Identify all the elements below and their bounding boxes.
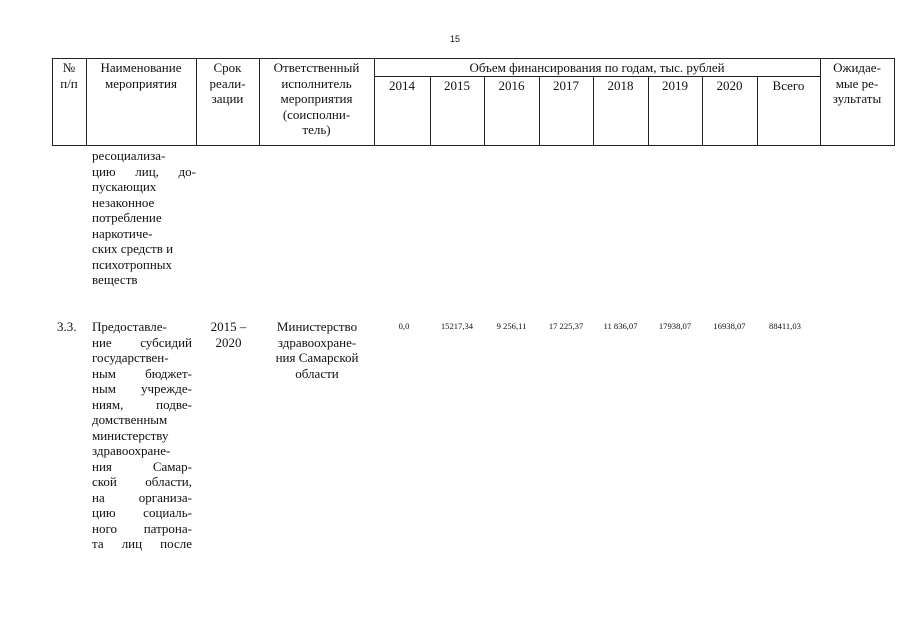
text-line: Министерство: [276, 319, 358, 334]
text-line: ской области,: [92, 474, 192, 489]
text-line: потребление: [92, 210, 162, 225]
text-line: домственным: [92, 412, 168, 427]
text-line: министерству: [92, 427, 169, 443]
text-line: цию социаль-: [92, 505, 192, 520]
text-line: ния Самарской: [275, 350, 359, 365]
value-2017: 17 225,37: [548, 321, 584, 331]
header-year-2019: 2019: [662, 78, 688, 93]
text-line: ских средств и: [92, 241, 174, 256]
text-line: государствен-: [92, 350, 169, 365]
value-2016: 9 256,11: [496, 321, 527, 331]
header-text-line: Срок: [213, 60, 242, 75]
text-line: Предоставле-: [92, 319, 167, 334]
text-line: ресоциализа-: [92, 148, 166, 163]
text-line: 2020: [215, 334, 242, 350]
header-text-line: мероприятия: [280, 91, 353, 106]
header-year-2018: 2018: [607, 78, 634, 93]
text-line: пускающих: [92, 179, 157, 194]
header-number-column: [52, 60, 86, 91]
header-text-line: п/п: [60, 75, 78, 91]
header-year-2014: 2014: [389, 78, 415, 93]
text-line: 2015 –: [210, 319, 247, 334]
header-term-column: [196, 60, 259, 107]
header-text-line: мые ре-: [835, 75, 879, 91]
text-line: веществ: [92, 272, 138, 287]
header-total: Всего: [772, 78, 805, 93]
header-name-column: [86, 60, 196, 91]
header-year-2016: 2016: [498, 78, 525, 93]
text-line: ния Самар-: [92, 458, 192, 474]
value-total: 88411,03: [769, 321, 801, 331]
header-executor-column: [259, 60, 374, 138]
header-text-line: тель): [302, 122, 331, 137]
header-text-line: (соисполни-: [282, 106, 351, 122]
continued-row-name: [92, 148, 196, 288]
text-line: ниям, подве-: [92, 396, 192, 412]
value-2014: 0,0: [398, 321, 410, 331]
value-2019: 17938,07: [658, 321, 692, 331]
header-results-column: [820, 60, 894, 107]
header-text-line: №: [62, 60, 76, 75]
page-number: 15: [449, 34, 460, 44]
text-line: здравоохране-: [277, 334, 357, 350]
header-text-line: мероприятия: [104, 75, 177, 91]
header-text-line: Наименование: [100, 60, 182, 75]
text-line: здравоохране-: [92, 443, 171, 458]
value-2020: 16938,07: [713, 321, 746, 331]
header-text-line: Ответственный: [273, 60, 360, 75]
value-2018: 11 836,07: [603, 321, 638, 331]
text-line: ного патрона-: [92, 520, 192, 536]
header-text-line: исполнитель: [281, 75, 352, 91]
header-year-2015: 2015: [444, 78, 470, 93]
header-text-line: реали-: [209, 75, 246, 91]
text-line: ным бюджет-: [92, 365, 192, 381]
text-line: на организа-: [92, 489, 192, 505]
text-line: наркотиче-: [92, 225, 153, 241]
header-year-2020: 2020: [716, 78, 743, 93]
text-line: незаконное: [92, 194, 155, 210]
header-text-line: зации: [211, 91, 244, 106]
row-number: 3.3.: [57, 319, 77, 334]
row-term: [200, 319, 257, 350]
text-line: та лиц после: [92, 536, 192, 551]
text-line: ние субсидий: [92, 334, 192, 350]
row-executor: [261, 319, 373, 381]
header-text-line: зультаты: [832, 91, 882, 106]
header-year-2017: 2017: [553, 78, 579, 93]
row-name: [92, 319, 192, 552]
text-line: ным учрежде-: [92, 381, 192, 396]
header-text-line: Ожидае-: [833, 60, 881, 75]
text-line: психотропных: [92, 256, 173, 272]
text-line: области: [295, 365, 339, 381]
header-funding-title: Объем финансирования по годам, тыс. рублей: [469, 60, 725, 75]
text-line: цию лиц, до-: [92, 163, 196, 179]
value-2015: 15217,34: [440, 321, 474, 331]
